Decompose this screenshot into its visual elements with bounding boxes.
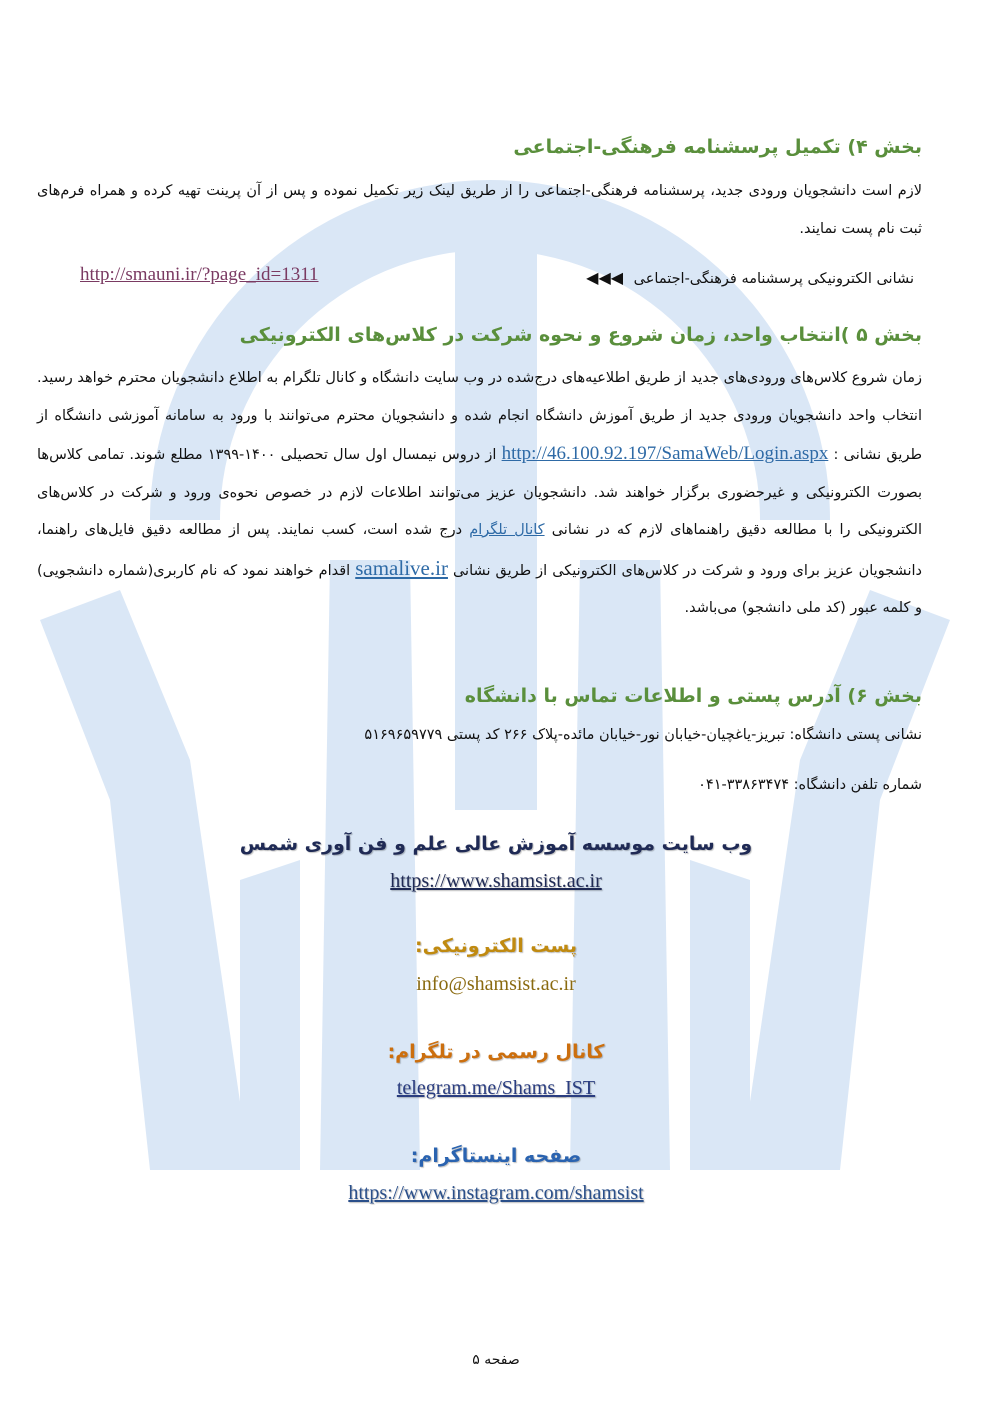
questionnaire-link-label: نشانی الکترونیکی پرسشنامه فرهنگی-اجتماعی bbox=[633, 271, 914, 287]
telegram-title: کانال رسمی در تلگرام: bbox=[387, 1041, 605, 1063]
email-title: پست الکترونیکی: bbox=[414, 935, 578, 957]
questionnaire-link-row bbox=[586, 268, 914, 287]
section-5-text-a: زمان شروع کلاس‌های ورودی‌های جدید از طریق اطلاعیه‌های درج‌شده در وب سایت دانشگاه و کانال تلگرام به اطلاع دانشجویان محترم خواهد رسید. انتخاب واحد دانشجویان ورودی جدید از طریق آموزش دانشگاه انجام شده و دانشجویان محترم می‌توانند با ورود به سامانه آموزشی دانشگاه از طریق نشانی : bbox=[37, 370, 922, 463]
instagram-title: صفحه اینستاگرام: bbox=[410, 1145, 582, 1167]
website-title: وب سایت موسسه آموزش عالی علم و فن آوری شمس bbox=[239, 833, 753, 855]
section-5-text-d: اقدام خواهند نمود که نام کاربری(شماره دانشجویی) و کلمه عبور (کد ملی دانشجو) می‌باشد. bbox=[37, 562, 922, 616]
email-link[interactable]: info@shamsist.ac.ir bbox=[416, 973, 576, 995]
section-4-title: بخش ۴) تکمیل پرسشنامه فرهنگی-اجتماعی bbox=[513, 136, 922, 158]
section-5-body bbox=[37, 360, 922, 628]
sama-login-link[interactable]: http://46.100.92.197/SamaWeb/Login.aspx bbox=[501, 443, 829, 464]
questionnaire-link[interactable]: http://smauni.ir/?page_id=1311 bbox=[80, 264, 319, 285]
samalive-link[interactable]: samalive.ir bbox=[355, 555, 448, 580]
section-4-body: لازم است دانشجویان ورودی جدید، پرسشنامه فرهنگی-اجتماعی را از طریق لینک زیر تکمیل نموده و پس از آن پرینت تهیه کرده و همراه فرم‌های ثبت نام پست نمایند. bbox=[37, 183, 922, 237]
page-number: صفحه ۵ bbox=[472, 1352, 520, 1368]
website-link[interactable]: https://www.shamsist.ac.ir bbox=[390, 870, 602, 892]
arrows-icon: ◀◀◀ bbox=[586, 268, 624, 287]
section-5-title: بخش ۵ )انتخاب واحد، زمان شروع و نحوه شرکت در کلاس‌های الکترونیکی bbox=[239, 324, 922, 346]
section-5-text-b: از دروس نیمسال اول سال تحصیلی ۱۴۰۰-۱۳۹۹ مطلع شوند. تمامی کلاس‌ها بصورت الکترونیکی و غیرحضوری برگزار خواهند شد. دانشجویان عزیز می‌توانند اطلاعات لازم در خصوص نحوه‌ی ورود و شرکت در کلاس‌های الکترونیکی را با مطالعه دقیق راهنماهای لازم که در نشانی bbox=[37, 447, 922, 538]
section-6-title: بخش ۶) آدرس پستی و اطلاعات تماس با دانشگاه bbox=[464, 685, 922, 707]
instagram-link[interactable]: https://www.instagram.com/shamsist bbox=[348, 1182, 644, 1204]
telegram-link[interactable]: telegram.me/Shams_IST bbox=[396, 1077, 596, 1099]
postal-address: نشانی پستی دانشگاه: تبریز-یاغچیان-خیابان نور-خیابان مائده-پلاک ۲۶۶ کد پستی ۵۱۶۹۶۵۹۷۷۹ bbox=[364, 727, 922, 743]
phone-number: شماره تلفن دانشگاه: ۳۳۸۶۳۴۷۴-۰۴۱ bbox=[698, 777, 922, 793]
telegram-channel-link[interactable]: کانال تلگرام bbox=[469, 522, 545, 538]
section-5-text-c: درج شده است، کسب نمایند. پس از مطالعه دقیق فایل‌های راهنما، دانشجویان عزیز برای ورود و شرکت در کلاس‌های الکترونیکی از طریق نشانی bbox=[37, 522, 923, 579]
